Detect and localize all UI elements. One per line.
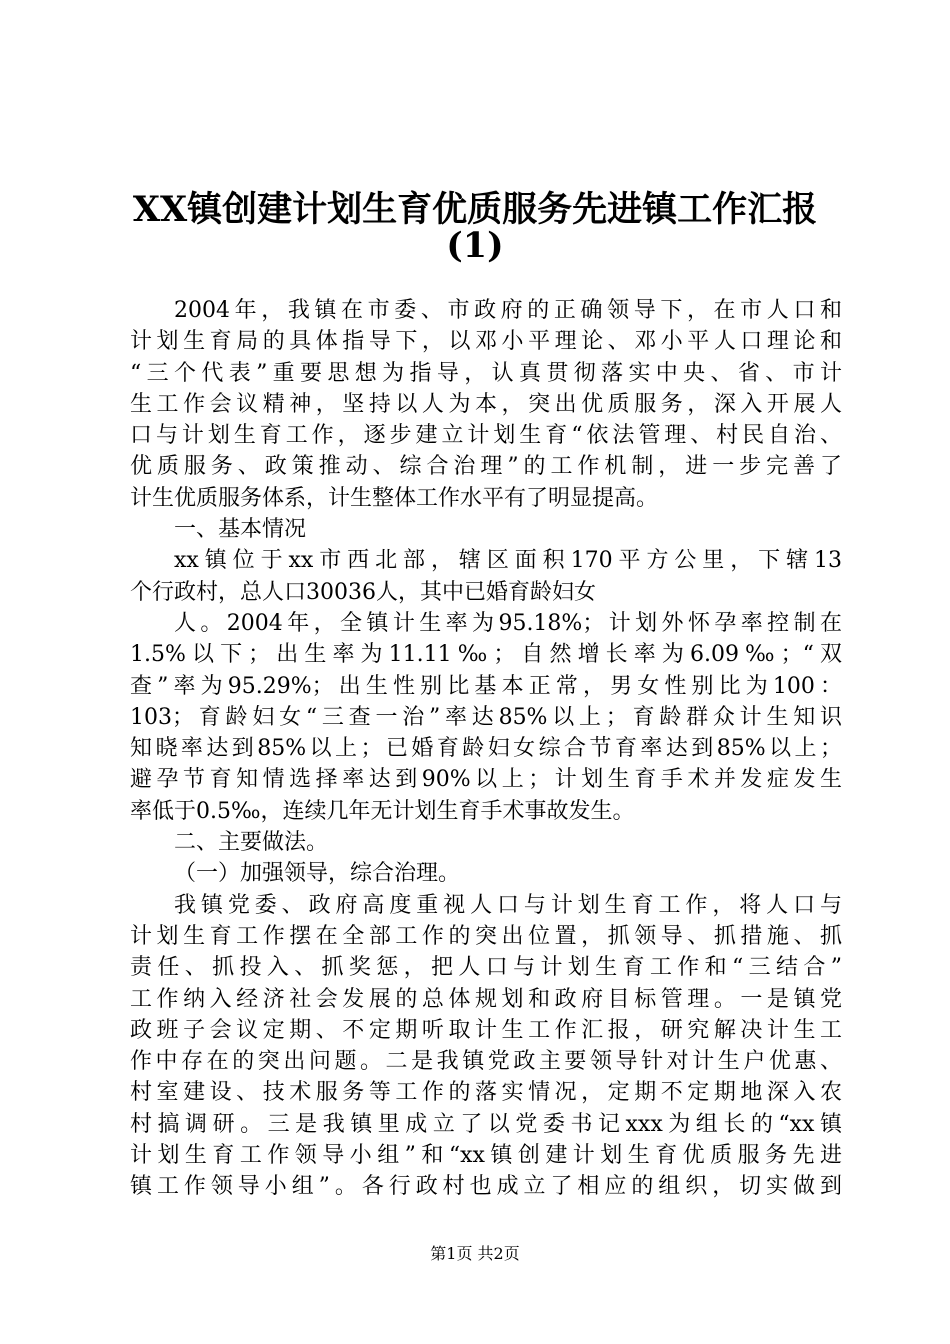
- section-heading: 一、基本情况: [174, 517, 307, 543]
- body-line: 我镇党委、政府高度重视人口与计划生育工作，将人口与: [174, 892, 842, 918]
- body-line: 避孕节育知情选择率达到90%以上；计划生育手术并发症发生: [130, 767, 842, 793]
- body-line: 查”率为95.29%；出生性别比基本正常，男女性别比为100：: [130, 673, 842, 699]
- body-line: 计划生育工作领导小组”和“xx镇创建计划生育优质服务先进: [130, 1143, 842, 1169]
- body-line: 工作纳入经济社会发展的总体规划和政府目标管理。一是镇党: [130, 986, 842, 1012]
- body-line: 生工作会议精神，坚持以人为本，突出优质服务，深入开展人: [130, 391, 842, 417]
- document-body: [130, 295, 842, 1203]
- body-line: 2004年，我镇在市委、市政府的正确领导下，在市人口和: [174, 298, 842, 323]
- body-line: 优质服务、政策推动、综合治理”的工作机制，进一步完善了: [130, 454, 842, 480]
- body-line: 村室建设、技术服务等工作的落实情况，定期不定期地深入农: [130, 1080, 842, 1106]
- body-line: 个行政村，总人口30036人，其中已婚育龄妇女: [130, 579, 596, 605]
- body-line: 人。2004年，全镇计生率为95.18%；计划外怀孕率控制在: [174, 610, 842, 636]
- body-line: 政班子会议定期、不定期听取计生工作汇报，研究解决计生工: [130, 1017, 842, 1043]
- body-line: 计划生育局的具体指导下，以邓小平理论、邓小平人口理论和: [130, 329, 842, 355]
- body-line: 口与计划生育工作，逐步建立计划生育“依法管理、村民自治、: [130, 423, 842, 449]
- subsection-heading: （一）加强领导，综合治理。: [174, 861, 461, 887]
- body-line: xx镇位于xx市西北部，辖区面积170平方公里，下辖13: [174, 548, 842, 574]
- body-line: 计生优质服务体系，计生整体工作水平有了明显提高。: [130, 485, 659, 511]
- body-line: 村搞调研。三是我镇里成立了以党委书记xxx为组长的“xx镇: [130, 1111, 842, 1137]
- body-line: 责任、抓投入、抓奖惩，把人口与计划生育工作和“三结合”: [130, 955, 842, 981]
- body-line: 作中存在的突出问题。二是我镇党政主要领导针对计生户优惠、: [130, 1049, 842, 1075]
- body-line: 计划生育工作摆在全部工作的突出位置，抓领导、抓措施、抓: [130, 923, 842, 949]
- body-line: 镇工作领导小组”。各行政村也成立了相应的组织，切实做到: [130, 1174, 842, 1200]
- document-title: XX镇创建计划生育优质服务先进镇工作汇报: [132, 189, 818, 230]
- body-line: 103；育龄妇女“三查一治”率达85%以上；育龄群众计生知识: [130, 704, 842, 730]
- page-footer: 第1页 共2页: [430, 1244, 520, 1263]
- body-line: 1.5%以下；出生率为11.11‰；自然增长率为6.09‰；“双: [130, 642, 842, 668]
- body-line: 率低于0.5‰，连续几年无计划生育手术事故发生。: [130, 798, 635, 824]
- body-line: 知晓率达到85%以上；已婚育龄妇女综合节育率达到85%以上；: [130, 736, 842, 762]
- document-title-suffix: (1): [446, 225, 504, 266]
- section-heading: 二、主要做法。: [174, 830, 329, 856]
- body-line: “三个代表”重要思想为指导，认真贯彻落实中央、省、市计: [130, 360, 842, 386]
